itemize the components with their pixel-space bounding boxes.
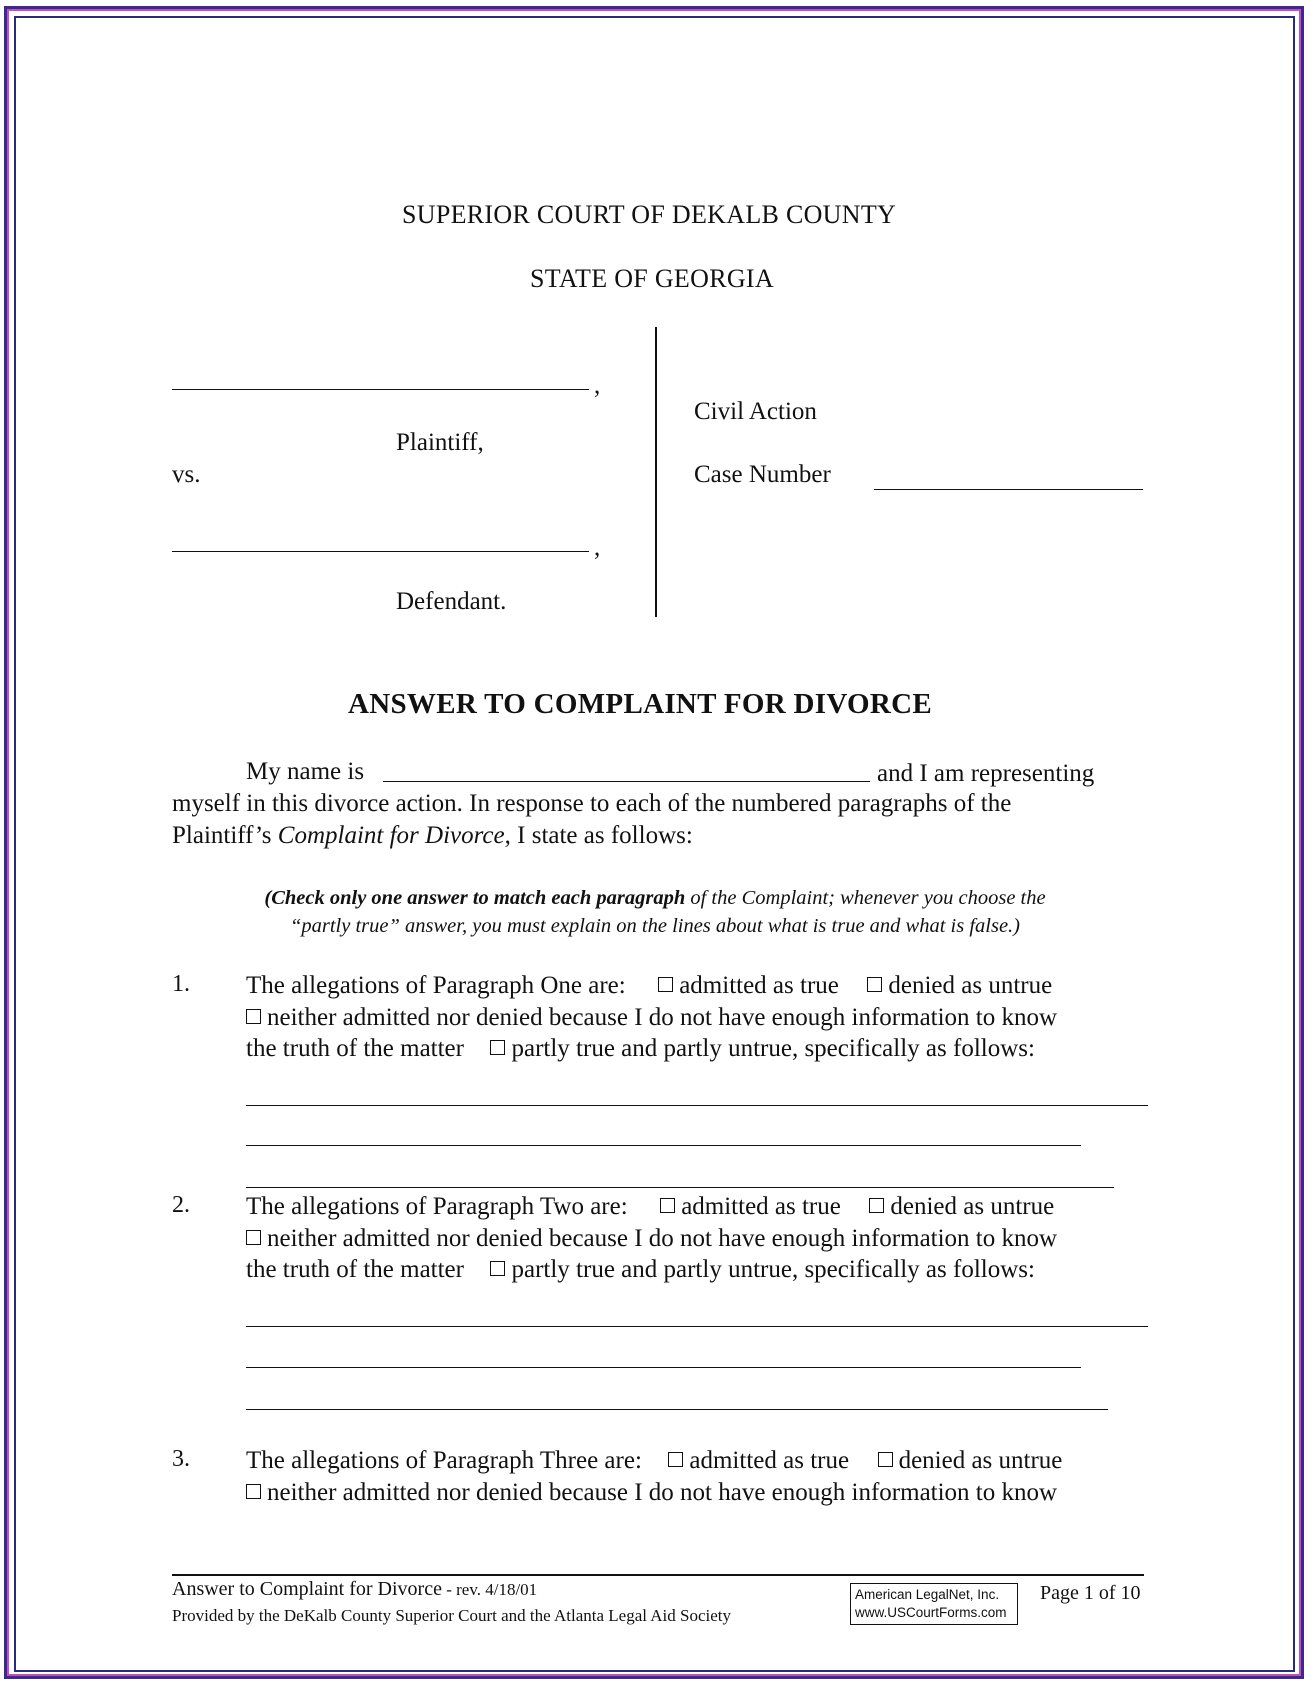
caption-divider xyxy=(655,327,657,617)
intro-complaint-title: Complaint for Divorce xyxy=(277,822,505,849)
footer-provided-by: Provided by the DeKalb County Superior Court and the Atlanta Legal Aid Society xyxy=(172,1606,732,1625)
paragraph-2-line1 xyxy=(246,1191,1054,1222)
footer-form-name: Answer to Complaint for Divorce xyxy=(172,1578,442,1600)
intro-line3 xyxy=(172,820,693,852)
intro-line2: myself in this divorce action. In response to each of the numbered paragraphs of the xyxy=(172,790,1012,817)
intro-plaintiffs: Plaintiff’s xyxy=(172,822,272,849)
paragraph-2-truth: the truth of the matter xyxy=(246,1256,464,1283)
paragraph-3-lead: The allegations of Paragraph Three are: xyxy=(246,1447,642,1474)
intro-representing: and I am representing xyxy=(877,760,1095,787)
civil-action-label: Civil Action xyxy=(694,398,817,425)
paragraph-3-denied-checkbox[interactable] xyxy=(878,1452,893,1467)
footer-form-name-line xyxy=(172,1578,537,1601)
paragraph-3-line2 xyxy=(246,1477,1057,1508)
paragraph-3-admitted-label: admitted as true xyxy=(689,1447,850,1474)
paragraph-3-line1 xyxy=(246,1445,1062,1476)
state-name: STATE OF GEORGIA xyxy=(530,264,774,293)
paragraph-1-denied-label: denied as untrue xyxy=(888,972,1053,999)
paragraph-2-admitted-checkbox[interactable] xyxy=(660,1198,675,1213)
paragraph-2-lead: The allegations of Paragraph Two are: xyxy=(246,1193,628,1220)
footer-revision: - rev. 4/18/01 xyxy=(441,1580,538,1599)
paragraph-1-partly-checkbox[interactable] xyxy=(490,1040,505,1055)
plaintiff-comma: , xyxy=(594,372,601,399)
case-number-line[interactable] xyxy=(874,489,1143,490)
versus-label: vs. xyxy=(172,461,201,488)
paragraph-1-explain-line[interactable] xyxy=(246,1187,1114,1188)
paragraph-3-number: 3. xyxy=(172,1446,190,1472)
paragraph-2-neither-label: neither admitted nor denied because I do not have enough information to know xyxy=(267,1225,1058,1252)
paragraph-3-neither-checkbox[interactable] xyxy=(246,1484,261,1499)
paragraph-1-line1 xyxy=(246,970,1052,1001)
paragraph-1-line2 xyxy=(246,1002,1057,1033)
paragraph-1-lead: The allegations of Paragraph One are: xyxy=(246,972,626,999)
instructions-rest: of the Complaint; whenever you choose the xyxy=(685,887,1046,909)
plaintiff-label: Plaintiff, xyxy=(396,429,484,456)
paragraph-1-truth: the truth of the matter xyxy=(246,1035,464,1062)
paragraph-1-admitted-label: admitted as true xyxy=(679,972,839,999)
intro-my-name: My name is xyxy=(246,758,365,785)
paragraph-2-explain-line[interactable] xyxy=(246,1367,1081,1368)
paragraph-2-line3 xyxy=(246,1254,1035,1285)
intro-state-follows: , I state as follows: xyxy=(504,822,693,849)
paragraph-1-admitted-checkbox[interactable] xyxy=(658,977,673,992)
plaintiff-name-line[interactable] xyxy=(172,389,589,390)
defendant-name-line[interactable] xyxy=(172,551,589,552)
stamp-line2: www.USCourtForms.com xyxy=(855,1605,1007,1620)
paragraph-2-denied-label: denied as untrue xyxy=(890,1193,1055,1220)
paragraph-2-line2 xyxy=(246,1223,1057,1254)
paragraph-1-partly-label: partly true and partly untrue, specifically as follows: xyxy=(511,1035,1035,1062)
paragraph-1-neither-label: neither admitted nor denied because I do not have enough information to know xyxy=(267,1004,1058,1031)
footer-rule xyxy=(172,1574,1144,1576)
paragraph-2-explain-line[interactable] xyxy=(246,1409,1108,1410)
case-number-label: Case Number xyxy=(694,461,831,488)
legalnet-stamp xyxy=(850,1583,1018,1625)
paragraph-1-number: 1. xyxy=(172,971,190,997)
paragraph-1-explain-line[interactable] xyxy=(246,1105,1148,1106)
paragraph-3-admitted-checkbox[interactable] xyxy=(668,1452,683,1467)
court-name: SUPERIOR COURT OF DEKALB COUNTY xyxy=(402,200,897,229)
paragraph-2-admitted-label: admitted as true xyxy=(681,1193,841,1220)
instructions-bold: (Check only one answer to match each paragraph xyxy=(264,887,686,909)
paragraph-2-explain-line[interactable] xyxy=(246,1326,1148,1327)
paragraph-1-denied-checkbox[interactable] xyxy=(867,977,882,992)
page-number: Page 1 of 10 xyxy=(1040,1582,1141,1604)
paragraph-3-denied-label: denied as untrue xyxy=(898,1447,1063,1474)
paragraph-2-number: 2. xyxy=(172,1192,190,1218)
stamp-line1: American LegalNet, Inc. xyxy=(855,1587,1000,1602)
paragraph-2-partly-checkbox[interactable] xyxy=(490,1261,505,1276)
defendant-comma: , xyxy=(594,534,601,561)
defendant-label: Defendant. xyxy=(396,588,507,615)
instructions xyxy=(155,884,1155,940)
respondent-name-line[interactable] xyxy=(383,781,870,782)
instructions-line1 xyxy=(155,884,1155,912)
paragraph-2-partly-label: partly true and partly untrue, specifically as follows: xyxy=(511,1256,1035,1283)
paragraph-2-denied-checkbox[interactable] xyxy=(869,1198,884,1213)
paragraph-3-neither-label: neither admitted nor denied because I do not have enough information to know xyxy=(267,1479,1058,1506)
document-title: ANSWER TO COMPLAINT FOR DIVORCE xyxy=(348,688,932,720)
paragraph-2-neither-checkbox[interactable] xyxy=(246,1230,261,1245)
instructions-line2: “partly true” answer, you must explain on the lines about what is true and what is false.) xyxy=(289,915,1021,937)
paragraph-1-line3 xyxy=(246,1033,1035,1064)
paragraph-1-explain-line[interactable] xyxy=(246,1145,1081,1146)
paragraph-1-neither-checkbox[interactable] xyxy=(246,1009,261,1024)
